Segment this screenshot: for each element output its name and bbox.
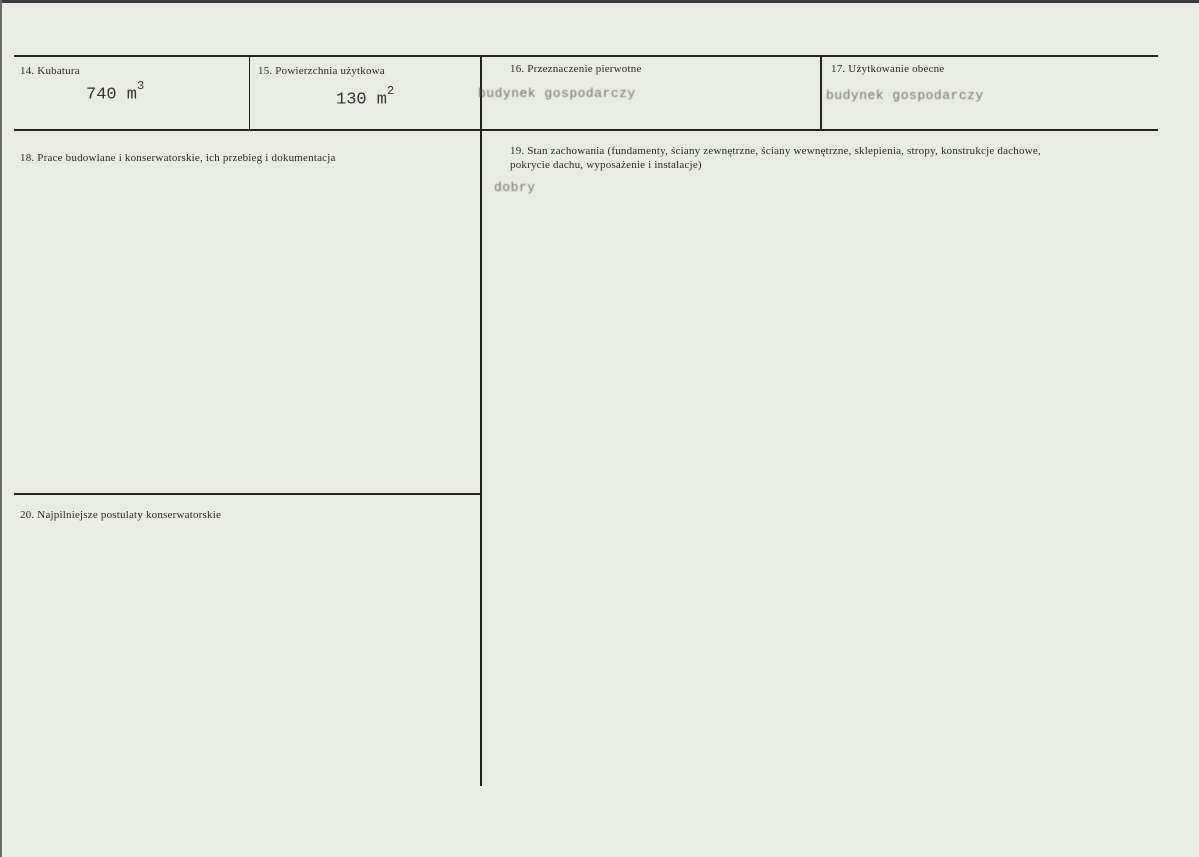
field-19-value: dobry xyxy=(494,180,536,195)
field-18-label: 18. Prace budowlane i konserwatorskie, ich przebieg i dokumentacja xyxy=(20,152,336,164)
rule-col-14-15 xyxy=(249,56,250,130)
field-16-label: 16. Przeznaczenie pierwotne xyxy=(510,63,642,75)
rule-row1-bottom xyxy=(14,129,1158,131)
field-19-label: 19. Stan zachowania (fundamenty, ściany zewnętrzne, ściany wewnętrzne, sklepienia, stropy, konstrukcje dachowe, pokrycie dachu, wyposażenie i instalacje) xyxy=(510,145,1041,171)
field-14-label: 14. Kubatura xyxy=(20,65,80,77)
field-16-value: budynek gospodarczy xyxy=(478,86,636,101)
rule-col-16-17 xyxy=(820,56,822,130)
field-14-value xyxy=(86,79,145,105)
card-left-edge xyxy=(0,0,2,857)
rule-top xyxy=(14,55,1158,57)
field-15-number: 130 m xyxy=(336,90,388,110)
field-14-unit-exponent: 3 xyxy=(137,79,145,93)
rule-18-20 xyxy=(14,493,480,495)
rule-col-15-16 xyxy=(480,56,482,786)
field-15-value xyxy=(336,84,395,110)
field-15-label: 15. Powierzchnia użytkowa xyxy=(258,65,385,77)
field-15-unit-exponent: 2 xyxy=(387,84,395,98)
field-14-number: 740 m xyxy=(86,85,138,105)
field-17-label: 17. Użytkowanie obecne xyxy=(831,63,945,75)
field-20-label: 20. Najpilniejsze postulaty konserwatorskie xyxy=(20,509,222,521)
field-17-value: budynek gospodarczy xyxy=(826,88,984,103)
card-top-edge xyxy=(0,0,1199,3)
